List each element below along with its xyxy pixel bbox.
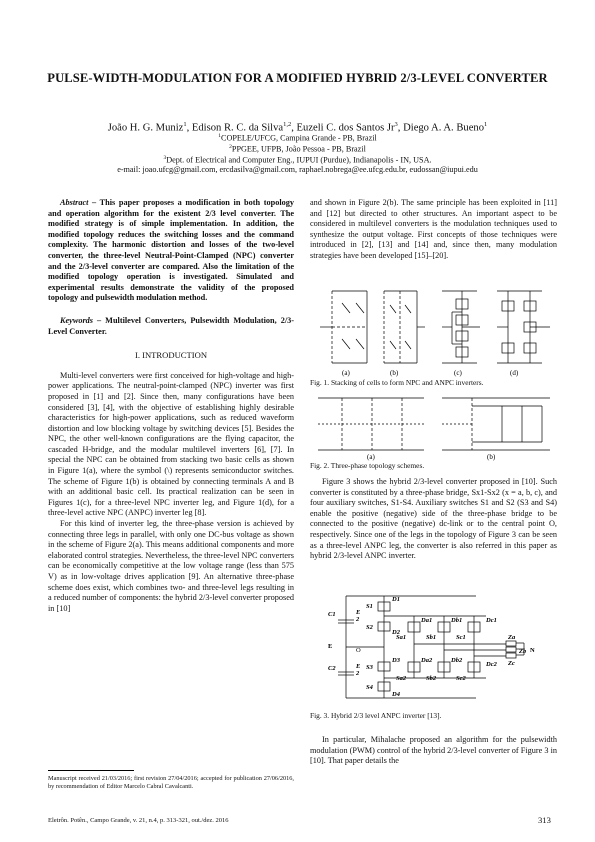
abstract	[48, 198, 294, 304]
fig2-label-a: (a)	[367, 453, 375, 461]
fig3-Sc2: Sc2	[456, 675, 466, 682]
author-2: Edison R. C. da Silva	[191, 122, 284, 134]
intro-paragraph-2: For this kind of inverter leg, the three-phase version is achieved by connecting three legs in parallel, with only one DC-bus voltage as shown in the scheme of Figure 2(a). This means additional components and more elaborated control strategies. Nevertheless, the three-level NPC converters can be economically competitive at the low voltage range (less than 575 V) as in low-voltage drives application [9]. An alternative three-phase scheme does exist, which combines two- and three-level legs resulting in a reduced number of components: the hybrid 2/3-level converter proposed in [10]	[48, 519, 294, 613]
affil-sup: 3	[163, 155, 167, 161]
keywords	[48, 316, 294, 337]
abstract-label: Abstract	[60, 198, 89, 207]
author-3: Euzeli C. dos Santos Jr	[296, 122, 395, 134]
fig3-half-bottom: 2	[356, 670, 360, 677]
right-paragraph-2	[310, 477, 557, 562]
page-number: 313	[538, 815, 551, 825]
fig2-label-b: (b)	[487, 453, 496, 461]
keywords-text: – Multilevel Converters, Pulsewidth Modulation, 2/3-Level Converter.	[48, 315, 294, 336]
fig3-D4: D4	[392, 691, 400, 698]
author-list: João H. G. Muniz$^1$, Edison R. C. da Silva$^{1,2}$, Euzeli C. dos Santos Jr$^3$, Diego A. A. Bueno$^1$	[107, 121, 488, 134]
fig3-Db1: Db1	[451, 617, 463, 624]
footnote-rule	[48, 770, 134, 771]
right-paragraph-1	[310, 198, 557, 262]
affil-text: PPGEE, UFPB, João Pessoa - PB, Brazil	[231, 144, 366, 154]
right-paragraph-1-text: and shown in Figure 2(b). The same principle has been exploited in [11] and [12] but directed to other structures. An important aspect to be considered in multilevel converters is the modulation techniques used to synthesize the output voltage. First concepts of those techniques were introduced in [2], [13] and [14] and, since then, many modulation strategies have been developed [15]–[20].	[310, 198, 557, 260]
author-4: Diego A. A. Bueno	[403, 122, 485, 134]
figure-3-circuit	[326, 592, 544, 704]
fig3-D1: D1	[392, 596, 400, 603]
author-2-affil: 1,2	[283, 121, 292, 128]
paper-title: PULSE-WIDTH-MODULATION FOR A MODIFIED HYBRID 2/3-LEVEL CONVERTER	[47, 71, 548, 85]
author-4-affil: 1	[484, 121, 488, 128]
fig3-Da1: Da1	[421, 617, 433, 624]
fig3-Da2: Da2	[421, 657, 433, 664]
right-paragraph-3	[310, 735, 557, 767]
fig3-Sb2: Sb2	[426, 675, 437, 682]
right-paragraph-2-text: Figure 3 shows the hybrid 2/3-level converter proposed in [10]. Such converter is constituted by a three-phase bridge, Sx1-Sx2 (x = a, b, c), and four auxiliary switches, S1-S4. Auxiliary switches S1 and S2 (S3 and S4) enable the positive (negative) side of the three-phase bridge to be connected to the positive (negative) dc-link or to the central point O, respectively. Since one of the legs in the topology of Figure 3 can be seen as a three-level ANPC leg, the converter is also referred in this paper as hybrid 2/3-level ANPC inverter.	[310, 477, 557, 561]
footnote: Manuscript received 21/03/2016; first revision 27/04/2016; accepted for publication 27/06/2016, by recommendation of Editor Marcelo Cabral Cavalcanti.	[48, 775, 294, 790]
section-heading-introduction: I. INTRODUCTION	[134, 350, 208, 361]
author-1: João H. G. Muniz	[107, 122, 184, 134]
left-column	[48, 198, 294, 614]
affil-sup: 1	[218, 133, 221, 139]
affil-text: Dept. of Electrical and Computer Eng., IUPUI (Purdue), Indianapolis - IN, USA.	[166, 155, 432, 165]
fig3-Za: Za	[508, 634, 516, 641]
figure-2-caption: Fig. 2. Three-phase topology schemes.	[310, 461, 425, 470]
fig1-label-b: (b)	[390, 369, 399, 377]
fig3-Sc1: Sc1	[456, 634, 466, 641]
intro-paragraph-1: Multi-level converters were first conceived for high-voltage and high-power applications. The neutral-point-clamped (NPC) inverter was first proposed in [1] and [2]. Since then, many configurations have been considered [3], [4], with the objective of establishing highly desirable characteristics for high-power applications, such as reduced waveform distortion and low blocking voltage by switching devices [5]. Besides the NPC, the other well-known configurations are the flying capacitor, the cascaded H-bridge, and the modular multilevel inverters [6], [7]. In special the NPC can be obtained from stacking two basic cells as shown in Figure 1(a), where the symbol (\) represents semiconductor switches. The scheme of Figure 1(b) is obtained by connecting terminals A and B with an additional basic cell. Its practical realization can be seen in Figures 1(c), for a three-level NPC inverter leg, and Figure 1(d), for a three-level active NPC (ANPC) inverter leg [8].	[48, 370, 294, 518]
fig3-half-top: 2	[356, 616, 360, 623]
fig3-E-half-bottom: E	[356, 663, 361, 670]
fig3-Db2: Db2	[451, 657, 463, 664]
fig3-C1: C1	[328, 611, 336, 618]
figure-1-diagram	[312, 285, 557, 377]
abstract-text: – This paper proposes a modification in both topology and operation algorithm for the existent 2/3 level converter. The modified strategy is of simple implementation. In addition, the modified topology reduces the switching losses and the command complexity. The harmonic distortion and losses of the two-level converter, the three-level Neutral-Point-Clamped (NPC) converter and the 2/3-level converter are compared. Also the limitation of the modified topology operation is investigated. Simulated and experimental results demonstrate the validity of the proposed topology and pulsewidth modulation method.	[48, 198, 294, 303]
fig3-N: N	[530, 647, 535, 654]
fig3-Dc2: Dc2	[486, 661, 497, 668]
email-list: e-mail: joao.ufcg@gmail.com, ercdasilva@gmail.com, raphael.nobrega@ee.ufcg.edu.br, eudossan@iupui.edu	[117, 165, 478, 174]
figure-1-caption: Fig. 1. Stacking of cells to form NPC and ANPC inverters.	[310, 378, 484, 387]
fig3-C2: C2	[328, 665, 336, 672]
fig3-Zc: Zc	[508, 660, 515, 667]
affil-text: COPELE/UFCG, Campina Grande - PB, Brazil	[220, 133, 377, 143]
fig1-label-a: (a)	[342, 369, 350, 377]
journal-footer: Eletrôn. Potên., Campo Grande, v. 21, n.4, p. 313-321, out./dez. 2016	[48, 817, 229, 824]
fig3-D3: D3	[392, 657, 400, 664]
author-1-affil: 1	[183, 121, 187, 128]
fig3-S4: S4	[366, 684, 373, 691]
figure-3-caption: Fig. 3. Hybrid 2/3 level ANPC inverter [13].	[310, 711, 442, 720]
fig3-Dc1: Dc1	[486, 617, 497, 624]
fig3-S2: S2	[366, 624, 373, 631]
fig3-Sb1: Sb1	[426, 634, 437, 641]
fig3-D2: D2	[392, 629, 400, 636]
author-3-affil: 3	[394, 121, 398, 128]
fig1-label-d: (d)	[510, 369, 519, 377]
fig3-Sa2: Sa2	[396, 675, 407, 682]
fig3-O: O	[356, 647, 361, 654]
fig3-S3: S3	[366, 664, 373, 671]
fig3-Sa1: Sa1	[396, 634, 407, 641]
fig3-E-half-top: E	[356, 609, 361, 616]
fig3-E: E	[328, 643, 333, 650]
figure-2-diagram	[312, 394, 557, 462]
fig3-Zb: Zb	[519, 648, 527, 655]
fig1-label-c: (c)	[454, 369, 462, 377]
fig3-S1: S1	[366, 603, 373, 610]
affil-sup: 2	[229, 144, 232, 150]
right-paragraph-3-text: In particular, Mihalache proposed an algorithm for the pulsewidth modulation (PWM) control of the hybrid 2/3-level converter of Figure 3 in [10]. That paper details the	[310, 735, 557, 766]
keywords-label: Keywords	[60, 315, 93, 325]
